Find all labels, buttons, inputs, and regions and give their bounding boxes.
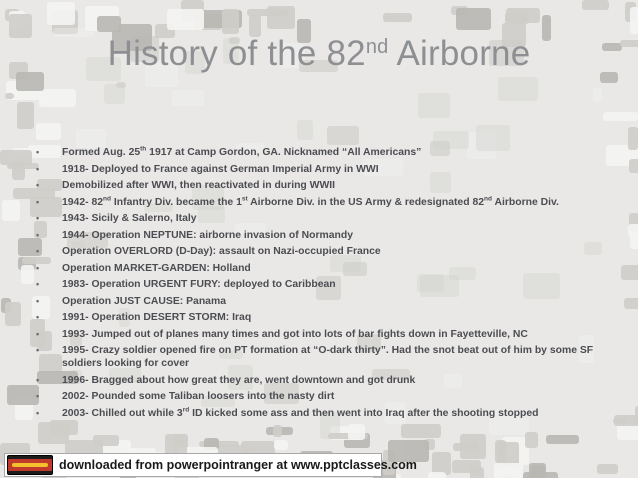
bullet-icon: • bbox=[36, 407, 40, 418]
bullet-icon: • bbox=[36, 180, 40, 190]
bullet-item: • Operation MARKET-GARDEN: Holland bbox=[36, 262, 251, 274]
ranger-tab-icon bbox=[7, 455, 53, 475]
bullet-icon: • bbox=[36, 246, 40, 256]
bullet-icon: • bbox=[36, 147, 40, 157]
bullet-item: • 1993- Jumped out of planes many times and got into lots of bar fights down in Fayetteville, NC bbox=[36, 328, 528, 340]
bullet-item: • Formed Aug. 25th 1917 at Camp Gordon, GA. Nicknamed “All Americans” bbox=[36, 145, 422, 158]
bullet-icon: • bbox=[36, 196, 40, 207]
bullet-item: • 1944- Operation NEPTUNE: airborne invasion of Normandy bbox=[36, 229, 353, 241]
bullet-item: • Operation OVERLORD (D-Day): assault on Nazi-occupied France bbox=[36, 246, 381, 257]
bullet-icon: • bbox=[36, 279, 40, 289]
bullet-icon: • bbox=[36, 374, 40, 385]
bullet-item: • 2002- Pounded some Taliban loosers into the nasty dirt bbox=[36, 391, 335, 402]
bullet-item: • 1918- Deployed to France against German Imperial Army in WWI bbox=[36, 163, 379, 175]
history-bullet-list bbox=[30, 146, 610, 423]
bullet-item: • 1983- Operation URGENT FURY: deployed to Caribbean bbox=[36, 279, 336, 290]
bullet-item: • 1991- Operation DESERT STORM: Iraq bbox=[36, 312, 252, 323]
bullet-icon: • bbox=[36, 345, 40, 355]
bullet-icon: • bbox=[36, 229, 40, 240]
bullet-item: • Demobilized after WWI, then reactivated in during WWII bbox=[36, 180, 336, 191]
bullet-icon: • bbox=[36, 163, 40, 174]
bullet-icon: • bbox=[36, 391, 40, 401]
bullet-item: • Operation JUST CAUSE: Panama bbox=[36, 295, 226, 307]
bullet-icon: • bbox=[36, 328, 40, 339]
slide-title: History of the 82nd Airborne bbox=[107, 34, 531, 73]
bullet-icon: • bbox=[36, 312, 40, 322]
bullet-icon: • bbox=[36, 262, 40, 273]
bullet-item: • 1995- Crazy soldier opened fire on PT formation at “O-dark thirty”. Had the snot beat out of him by some SF soldiers looking for cover bbox=[36, 345, 594, 369]
bullet-item: • 1942- 82nd Infantry Div. became the 1st Airborne Div. in the US Army & redesignated 82nd Airborne Div. bbox=[36, 195, 559, 208]
bullet-item: • 1996- Bragged about how great they are, went downtown and got drunk bbox=[36, 374, 416, 386]
bullet-icon: • bbox=[36, 295, 40, 306]
footer-text: downloaded from powerpointranger at www.pptclasses.com bbox=[59, 458, 417, 472]
bullet-item: • 1943- Sicily & Salerno, Italy bbox=[36, 213, 197, 224]
bullet-icon: • bbox=[36, 213, 40, 223]
footer-banner bbox=[4, 453, 417, 477]
bullet-item: • 2003- Chilled out while 3rd ID kicked some ass and then went into Iraq after the shooting stopped bbox=[36, 406, 539, 419]
